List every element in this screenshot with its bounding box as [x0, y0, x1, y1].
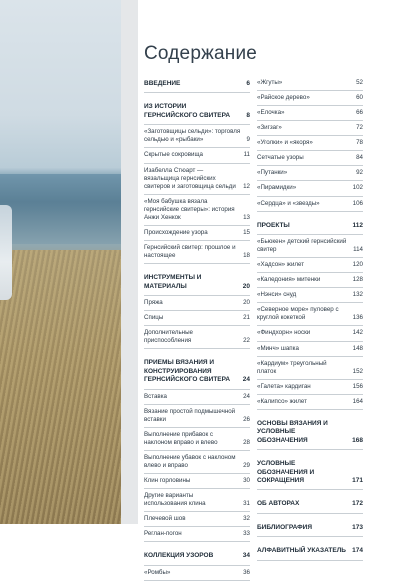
toc-entry-title: «Елочка» [257, 109, 285, 117]
toc-entry[interactable] [144, 566, 250, 581]
toc-entry-title: «Кардиум» треугольный платок [257, 359, 327, 375]
toc-section-heading[interactable] [144, 270, 250, 296]
toc-entry-page: 30 [243, 476, 250, 484]
toc-entry[interactable] [257, 136, 363, 151]
toc-entry-title: Спицы [144, 314, 164, 321]
toc-entry[interactable] [144, 527, 250, 542]
toc-section-heading[interactable] [257, 456, 363, 490]
toc-entry-page: 33 [243, 530, 250, 538]
toc-entry-page: 120 [352, 261, 363, 269]
toc-entry-page: 15 [243, 228, 250, 236]
toc-entry-title: Скрытые сокровища [144, 151, 203, 159]
toc-entry[interactable] [257, 342, 363, 357]
toc-entry-title: АЛФАВИТНЫЙ УКАЗАТЕЛЬ [257, 547, 346, 555]
toc-entry-page: 136 [352, 314, 363, 322]
toc-entry-title: БИБЛИОГРАФИЯ [257, 523, 313, 531]
toc-entry-title: Выполнение прибавок с наклоном вправо и влево [144, 430, 218, 446]
toc-entry-title: Сетчатые узоры [257, 154, 304, 162]
toc-entry-title: Изабелла Стюарт — вязальщица гернсийских свитеров и заготовщица сельди [144, 166, 236, 190]
toc-entry-page: 172 [352, 500, 363, 508]
toc-content [138, 0, 400, 576]
toc-entry-title: Клин горловины [144, 476, 191, 484]
toc-entry-page: 173 [352, 523, 363, 531]
toc-entry-title: «Пирамидки» [257, 184, 297, 192]
toc-entry[interactable] [257, 326, 363, 341]
toc-entry-page: 84 [356, 154, 363, 162]
toc-entry-title: «Сердца» и «звезды» [257, 199, 320, 207]
toc-entry-title: ВВЕДЕНИЕ [144, 80, 181, 87]
toc-entry-page: 132 [352, 291, 363, 299]
toc-entry-page: 106 [352, 199, 363, 207]
toc-entry[interactable] [144, 451, 250, 474]
toc-entry-title: Плечевой шов [144, 515, 186, 523]
toc-entry-title: «Заготовщицы сельди»: торговля сельдью и «рыбаки» [144, 128, 241, 144]
toc-section-heading[interactable] [144, 355, 250, 389]
toc-entry-title: «Райское дерево» [257, 94, 310, 102]
toc-entry-title: «Ромбы» [144, 568, 171, 576]
toc-entry-page: 72 [356, 124, 363, 132]
toc-entry[interactable] [257, 151, 363, 166]
toc-entry-title: Происхождение узора [144, 228, 208, 236]
toc-section-heading[interactable] [144, 548, 250, 565]
toc-entry-page: 52 [356, 79, 363, 86]
toc-entry-page: 60 [356, 94, 363, 102]
toc-entry[interactable] [257, 258, 363, 273]
toc-entry-title: Реглан-погон [144, 530, 182, 538]
toc-entry-title: ПРОЕКТЫ [257, 221, 290, 229]
toc-entry-title: «Моя бабушка вязала гернсийские свитеры»: история Анжи Хенкок [144, 197, 235, 221]
toc-entry[interactable] [257, 395, 363, 410]
toc-entry-page: 28 [243, 438, 250, 446]
toc-entry-page: 78 [356, 139, 363, 147]
toc-section-heading[interactable] [257, 520, 363, 537]
toc-entry-title: «Жгуты» [257, 79, 283, 86]
toc-entry[interactable] [144, 390, 250, 405]
toc-entry-page: 36 [243, 568, 250, 576]
toc-entry-title: «Калипсо» жилет [257, 397, 307, 405]
cover-photo [0, 0, 121, 524]
toc-entry[interactable] [257, 303, 363, 326]
toc-entry[interactable] [257, 273, 363, 288]
toc-entry-title: «Зигзаг» [257, 124, 282, 132]
toc-entry-title: «Северное море» пуловер с круглой кокеткой [257, 306, 339, 322]
toc-entry[interactable] [257, 181, 363, 196]
toc-entry-title: «Минч» шапка [257, 344, 299, 352]
toc-entry-page: 11 [243, 151, 250, 159]
page-title: Содержание [144, 43, 258, 64]
toc-entry-title: ОСНОВЫ ВЯЗАНИЯ И УСЛОВНЫЕ ОБОЗНАЧЕНИЯ [257, 419, 328, 444]
toc-section-heading[interactable] [257, 543, 363, 560]
toc-entry-title: УСЛОВНЫЕ ОБОЗНАЧЕНИЯ И СОКРАЩЕНИЯ [257, 460, 315, 484]
toc-entry-page: 66 [356, 109, 363, 117]
toc-entry[interactable] [144, 241, 250, 264]
toc-entry-title: «Бьюкен» детский гернсийский свитер [257, 238, 347, 254]
toc-entry-title: «Путанки» [257, 169, 288, 177]
toc-section-heading[interactable] [144, 99, 250, 125]
toc-section-heading[interactable] [144, 76, 250, 93]
toc-entry-title: Вставка [144, 392, 167, 400]
toc-entry[interactable] [257, 288, 363, 303]
toc-entry[interactable] [257, 121, 363, 136]
person-figure [0, 205, 12, 300]
toc-entry[interactable] [144, 512, 250, 527]
toc-entry[interactable] [144, 125, 250, 148]
toc-entry-page: 168 [352, 436, 363, 444]
sea-area [0, 174, 121, 244]
toc-entry-title: ПРИЕМЫ ВЯЗАНИЯ И КОНСТРУИРОВАНИЯ ГЕРНСИЙСКОГО СВИТЕРА [144, 359, 231, 384]
toc-entry-title: ОБ АВТОРАХ [257, 500, 300, 508]
toc-entry-page: 29 [243, 461, 250, 469]
toc-entry-page: 164 [352, 397, 363, 405]
toc-entry-page: 24 [243, 392, 250, 400]
toc-entry[interactable] [257, 91, 363, 106]
toc-entry-page: 114 [353, 246, 363, 254]
toc-entry-page: 12 [243, 182, 250, 190]
toc-entry[interactable] [257, 76, 363, 91]
toc-entry-title: «Хадсон» жилет [257, 261, 305, 269]
toc-entry-page: 9 [246, 136, 250, 144]
toc-entry-page: 112 [352, 221, 363, 229]
toc-entry-page: 34 [242, 552, 250, 560]
toc-entry-title: «Финдхорн» носки [257, 329, 311, 337]
toc-entry[interactable] [144, 296, 250, 311]
toc-entry[interactable] [257, 197, 363, 212]
toc-entry-page: 31 [243, 500, 250, 508]
toc-entry-page: 128 [352, 276, 363, 284]
toc-entry-page: 20 [243, 298, 250, 306]
toc-section-heading[interactable] [257, 496, 363, 513]
toc-entry[interactable] [144, 226, 250, 241]
toc-entry-title: ИНСТРУМЕНТЫ И МАТЕРИАЛЫ [144, 274, 202, 290]
toc-entry[interactable] [144, 148, 250, 163]
toc-entry[interactable] [144, 474, 250, 489]
toc-entry-page: 32 [243, 515, 250, 523]
toc-entry-title: «Галета» кардиган [257, 382, 311, 390]
toc-entry-page: 174 [352, 547, 363, 555]
toc-entry-page: 18 [243, 252, 250, 259]
toc-entry-title: ИЗ ИСТОРИИ ГЕРНСИЙСКОГО СВИТЕРА [144, 103, 231, 119]
toc-entry-page: 26 [243, 415, 250, 423]
toc-entry[interactable] [257, 235, 363, 258]
toc-entry[interactable] [257, 106, 363, 121]
toc-entry[interactable] [144, 311, 250, 326]
toc-entry-title: Вязание простой подмышечной вставки [144, 407, 236, 423]
toc-entry-title: Гернсийский свитер: прошлое и настоящее [144, 243, 236, 259]
toc-entry-page: 6 [246, 80, 250, 87]
toc-entry[interactable] [144, 326, 250, 349]
toc-entry-page: 20 [242, 282, 250, 290]
toc-entry-page: 24 [242, 376, 250, 384]
toc-section-heading[interactable] [257, 218, 363, 235]
toc-column-right [257, 76, 363, 561]
toc-entry-title: «Уголки» и «якоря» [257, 139, 313, 147]
toc-entry-title: «Нэнси» снуд [257, 291, 297, 299]
toc-entry-title: Пряжа [144, 298, 163, 306]
toc-entry[interactable] [144, 428, 250, 451]
toc-entry-page: 102 [352, 184, 363, 192]
toc-entry-page: 148 [352, 344, 363, 352]
toc-entry-page: 142 [352, 329, 363, 337]
toc-entry-page: 22 [243, 337, 250, 345]
toc-entry-title: КОЛЛЕКЦИЯ УЗОРОВ [144, 552, 214, 560]
toc-entry-page: 171 [352, 477, 363, 484]
toc-entry-page: 92 [356, 169, 363, 177]
toc-entry-page: 152 [352, 367, 363, 375]
toc-entry[interactable] [144, 195, 250, 226]
toc-entry-title: Другие варианты использования клина [144, 492, 206, 508]
toc-entry[interactable] [257, 166, 363, 181]
grass-area [0, 250, 121, 524]
toc-entry-page: 13 [243, 213, 250, 221]
toc-entry[interactable] [257, 357, 363, 380]
toc-entry[interactable] [257, 380, 363, 395]
toc-entry[interactable] [144, 405, 250, 428]
sidebar-strip [121, 0, 138, 524]
toc-entry-title: «Каледония» митенки [257, 276, 321, 284]
toc-entry[interactable] [144, 489, 250, 512]
toc-section-heading[interactable] [257, 416, 363, 450]
toc-entry-title: Дополнительные приспособления [144, 329, 193, 345]
toc-entry-page: 8 [246, 111, 250, 119]
toc-entry[interactable] [144, 164, 250, 195]
toc-entry-title: Выполнение убавок с наклоном влево и вправо [144, 453, 236, 469]
toc-column-left [144, 76, 250, 581]
toc-entry-page: 21 [243, 314, 250, 321]
toc-entry-page: 156 [352, 382, 363, 390]
